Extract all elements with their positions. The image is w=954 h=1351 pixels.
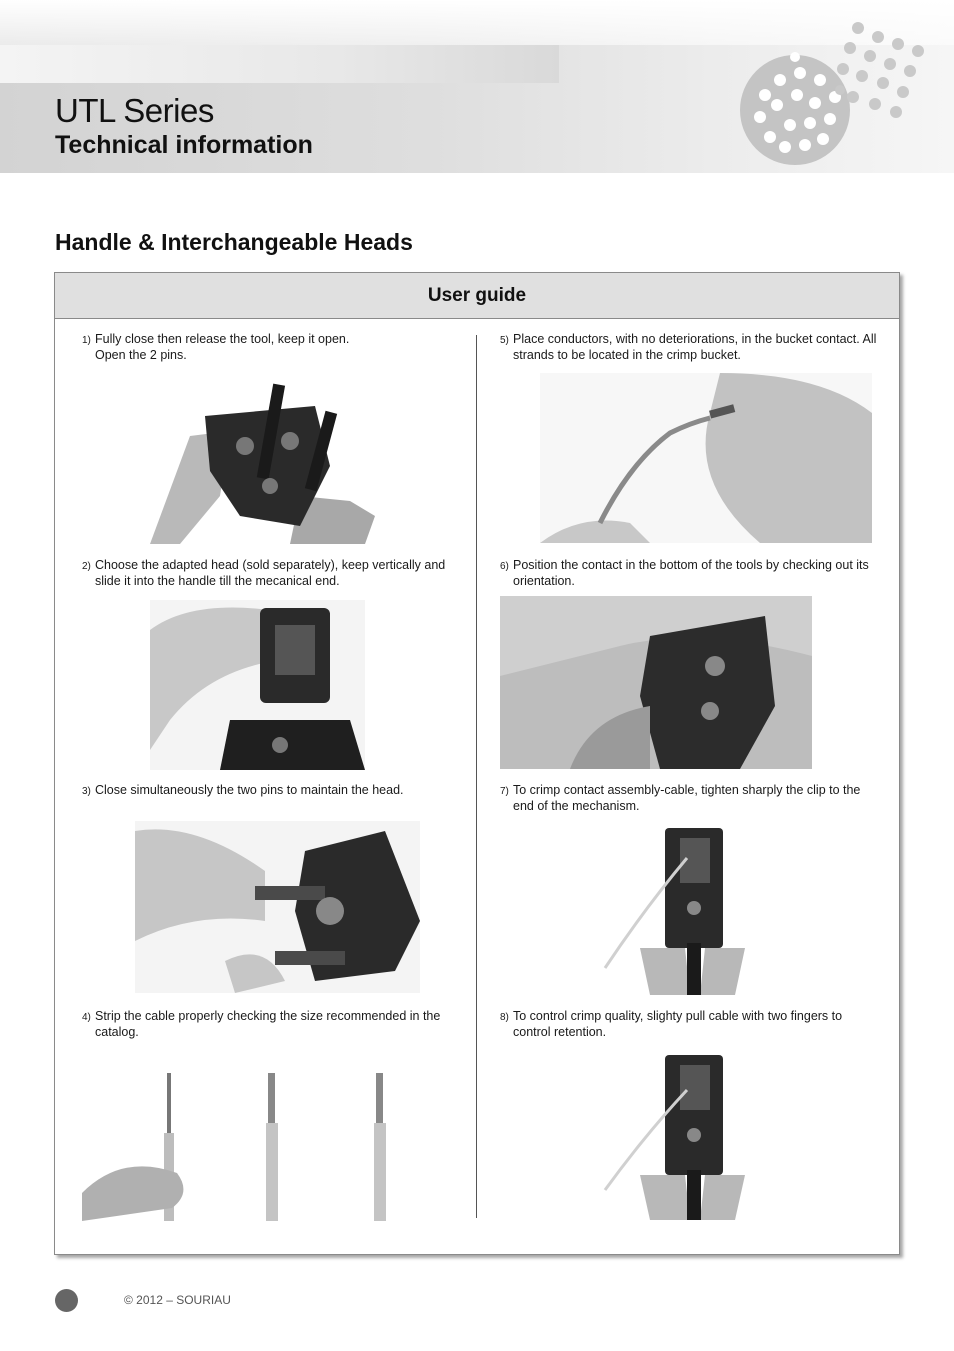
series-title: UTL Series: [55, 92, 214, 129]
step-number: 3): [82, 786, 91, 797]
header-band: [0, 0, 954, 173]
step-4: [82, 1009, 462, 1040]
hand-positioning-contact-icon: [500, 596, 812, 769]
step-number: 2): [82, 561, 91, 572]
step-2-photo: [150, 600, 365, 770]
header-stripe: [0, 45, 559, 83]
hand-holding-head-icon: [150, 600, 365, 770]
step-5: [500, 332, 880, 363]
step-7-photo: [595, 828, 750, 995]
step-8-photo: [595, 1055, 750, 1220]
step-number: 7): [500, 786, 509, 797]
step-text: Place conductors, with no deteriorations, in the bucket contact. All strands to be located in the crimp bucket.: [513, 332, 877, 362]
step-text: Position the contact in the bottom of the tools by checking out its orientation.: [513, 558, 869, 588]
step-text: Fully close then release the tool, keep it open. Open the 2 pins.: [95, 332, 350, 362]
step-number: 1): [82, 335, 91, 346]
step-5-photo: [540, 373, 872, 543]
step-text: To control crimp quality, slighty pull cable with two fingers to control retention.: [513, 1009, 843, 1039]
step-text: Close simultaneously the two pins to maintain the head.: [95, 783, 404, 797]
user-guide-title: User guide: [427, 285, 527, 306]
step-8: [500, 1009, 880, 1040]
crimp-tool-closed-icon: [595, 828, 750, 995]
step-4-photo: [82, 1073, 392, 1221]
dotted-circle-logo-icon: [735, 15, 945, 170]
step-text: Choose the adapted head (sold separately), keep vertically and slide it into the handle till the mecanical end.: [95, 558, 446, 588]
hand-placing-conductor-icon: [540, 373, 872, 543]
step-1: [82, 332, 462, 363]
section-title: Handle & Interchangeable Heads: [55, 229, 413, 255]
step-number: 5): [500, 335, 509, 346]
step-text: Strip the cable properly checking the size recommended in the catalog.: [95, 1009, 441, 1039]
step-number: 6): [500, 561, 509, 572]
hands-closing-pins-icon: [135, 821, 420, 993]
step-text: To crimp contact assembly-cable, tighten sharply the clip to the end of the mechanism.: [513, 783, 861, 813]
user-guide-panel: [54, 272, 900, 1255]
step-3-photo: [135, 821, 420, 993]
step-6: [500, 558, 880, 589]
page-marker-dot: [55, 1289, 78, 1312]
copyright-text: © 2012 – SOURIAU: [124, 1293, 231, 1307]
user-guide-header: [55, 273, 899, 319]
series-subtitle: Technical information: [55, 131, 313, 159]
crimp-quality-check-icon: [595, 1055, 750, 1220]
step-7: [500, 783, 880, 814]
step-2: [82, 558, 462, 589]
step-6-photo: [500, 596, 812, 769]
crimp-tool-open-icon: [150, 376, 385, 544]
step-number: 8): [500, 1012, 509, 1023]
stripped-cables-icon: [82, 1073, 392, 1221]
step-3: [82, 783, 462, 800]
column-divider: [476, 335, 477, 1218]
step-number: 4): [82, 1012, 91, 1023]
step-1-photo: [150, 376, 385, 544]
